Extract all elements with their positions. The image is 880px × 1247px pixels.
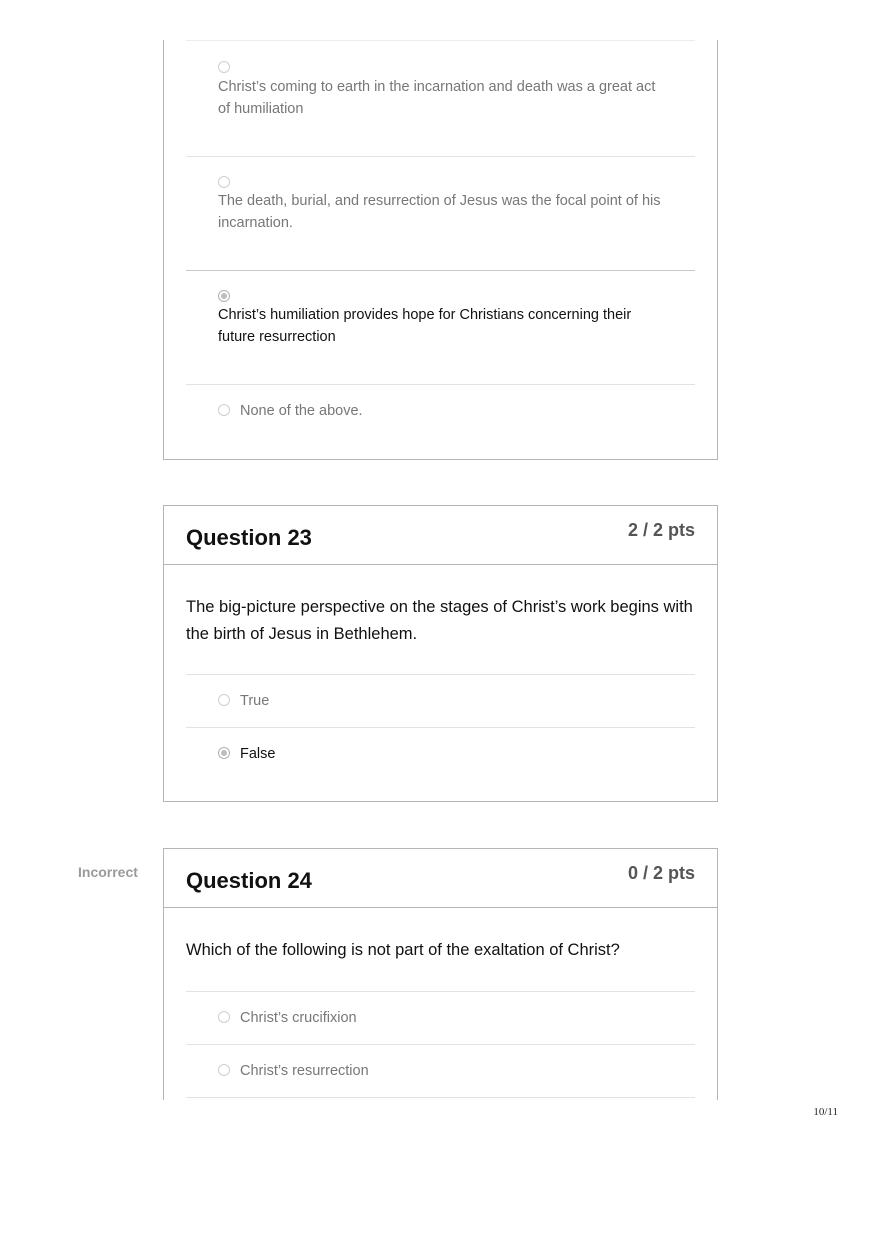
- radio-button[interactable]: [218, 176, 230, 188]
- radio-button[interactable]: [218, 404, 230, 416]
- question-card-24: [163, 848, 718, 1100]
- answer-label: Christ’s coming to earth in the incarnation and death was a great act of humiliation: [218, 79, 656, 117]
- question-title: Question 24: [186, 868, 312, 893]
- question-card-23: [163, 505, 718, 802]
- radio-button[interactable]: [218, 61, 230, 73]
- question-card-prev: [163, 40, 718, 460]
- answer-label: Christ’s resurrection: [240, 1063, 369, 1079]
- radio-button-checked[interactable]: [218, 747, 230, 759]
- question-header: [164, 506, 717, 565]
- answer-label: True: [240, 693, 270, 709]
- incorrect-label: Incorrect: [78, 864, 138, 880]
- answer-option[interactable]: [186, 674, 695, 727]
- question-points: 0 / 2 pts: [627, 863, 695, 883]
- answer-label: None of the above.: [240, 403, 363, 419]
- answer-option[interactable]: [186, 384, 695, 438]
- radio-button[interactable]: [218, 1064, 230, 1076]
- answer-option[interactable]: [186, 156, 695, 270]
- question-text: Which of the following is not part of the exaltation of Christ?: [186, 941, 620, 959]
- question-points: 2 / 2 pts: [627, 520, 695, 540]
- answer-option-selected[interactable]: [186, 727, 695, 780]
- page-number: 10/11: [813, 1106, 838, 1118]
- radio-button-checked[interactable]: [218, 290, 230, 302]
- radio-button[interactable]: [218, 1011, 230, 1023]
- answer-label: Christ’s crucifixion: [240, 1010, 357, 1026]
- question-text: The big-picture perspective on the stages of Christ’s work begins with the birth of Jesus in Bethlehem.: [186, 598, 693, 643]
- answer-label: The death, burial, and resurrection of Jesus was the focal point of his incarnation.: [218, 193, 661, 231]
- answer-option[interactable]: [186, 991, 695, 1044]
- radio-button[interactable]: [218, 694, 230, 706]
- answer-option[interactable]: [186, 40, 695, 156]
- answer-option-selected[interactable]: [186, 270, 695, 384]
- question-title: Question 23: [186, 525, 312, 550]
- answer-label: False: [240, 746, 276, 762]
- answer-label: Christ’s humiliation provides hope for Christians concerning their future resurrection: [218, 307, 632, 345]
- answer-option[interactable]: [186, 1044, 695, 1098]
- question-header: [164, 849, 717, 908]
